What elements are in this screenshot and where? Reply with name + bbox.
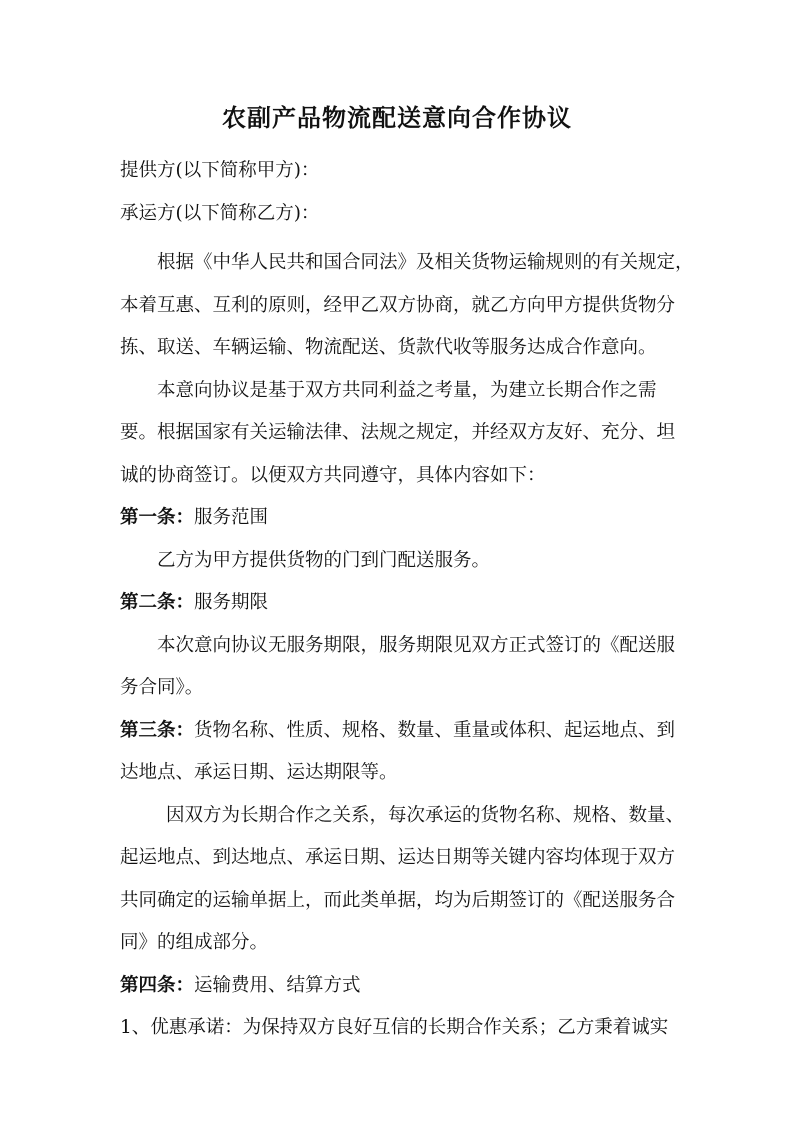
intro-paragraph-2-line-2: 要。根据国家有关运输法律、法规之规定，并经双方友好、充分、坦 <box>120 422 676 443</box>
article-2-label: 第二条： <box>120 592 195 613</box>
intro-paragraph-2-line-1: 本意向协议是基于双方共同利益之考量，为建立长期合作之需 <box>157 379 657 401</box>
article-3-title-line-1: 货物名称、性质、规格、数量、重量或体积、起运地点、到 <box>194 719 676 741</box>
article-3-label: 第三条： <box>120 719 195 741</box>
article-4-title: 运输费用、结算方式 <box>194 974 361 996</box>
article-3-body-line-2: 起运地点、到达地点、承运日期、运达日期等关键内容均体现于双方 <box>120 847 676 868</box>
article-1-body: 乙方为甲方提供货物的门到门配送服务。 <box>157 549 491 571</box>
article-3-heading <box>120 710 675 753</box>
article-1-heading <box>120 497 675 540</box>
article-4-heading <box>120 965 675 1008</box>
article-2-heading <box>120 582 675 625</box>
article-3-body-line-3: 共同确定的运输单据上，而此类单据，均为后期签订的《配送服务合 <box>120 889 676 911</box>
article-2-title: 服务期限 <box>194 592 269 613</box>
carrier-line: 承运方(以下简称乙方)： <box>120 202 320 224</box>
article-2-body-line-1: 本次意向协议无服务期限，服务期限见双方正式签订的《配送服 <box>157 634 676 656</box>
article-4-label: 第四条： <box>120 974 195 996</box>
article-3-title-line-2: 达地点、承运日期、运达期限等。 <box>120 762 398 783</box>
intro-paragraph-1-line-2: 本着互惠、互利的原则，经甲乙双方协商，就乙方向甲方提供货物分 <box>120 294 676 316</box>
article-2-body-line-2: 务合同》。 <box>120 677 204 698</box>
article-3-body-line-1: 因双方为长期合作之关系，每次承运的货物名称、规格、数量、 <box>166 804 685 826</box>
article-4-item-1: 1、优惠承诺：为保持双方良好互信的长期合作关系；乙方秉着诚实 <box>120 1017 669 1038</box>
intro-paragraph-1-line-1: 根据《中华人民共和国合同法》及相关货物运输规则的有关规定， <box>157 252 694 273</box>
article-1-label: 第一条： <box>120 507 195 528</box>
article-1-title: 服务范围 <box>194 507 269 528</box>
intro-paragraph-2-line-3: 诚的协商签订。以便双方共同遵守，具体内容如下： <box>120 464 546 486</box>
intro-paragraph-1-line-3: 拣、取送、车辆运输、物流配送、货款代收等服务达成合作意向。 <box>120 337 657 358</box>
document-body <box>120 150 694 1050</box>
document-title: 农副产品物流配送意向合作协议 <box>222 103 572 132</box>
provider-line: 提供方(以下简称甲方)： <box>120 160 320 181</box>
article-3-body-line-4: 同》的组成部分。 <box>120 932 269 953</box>
